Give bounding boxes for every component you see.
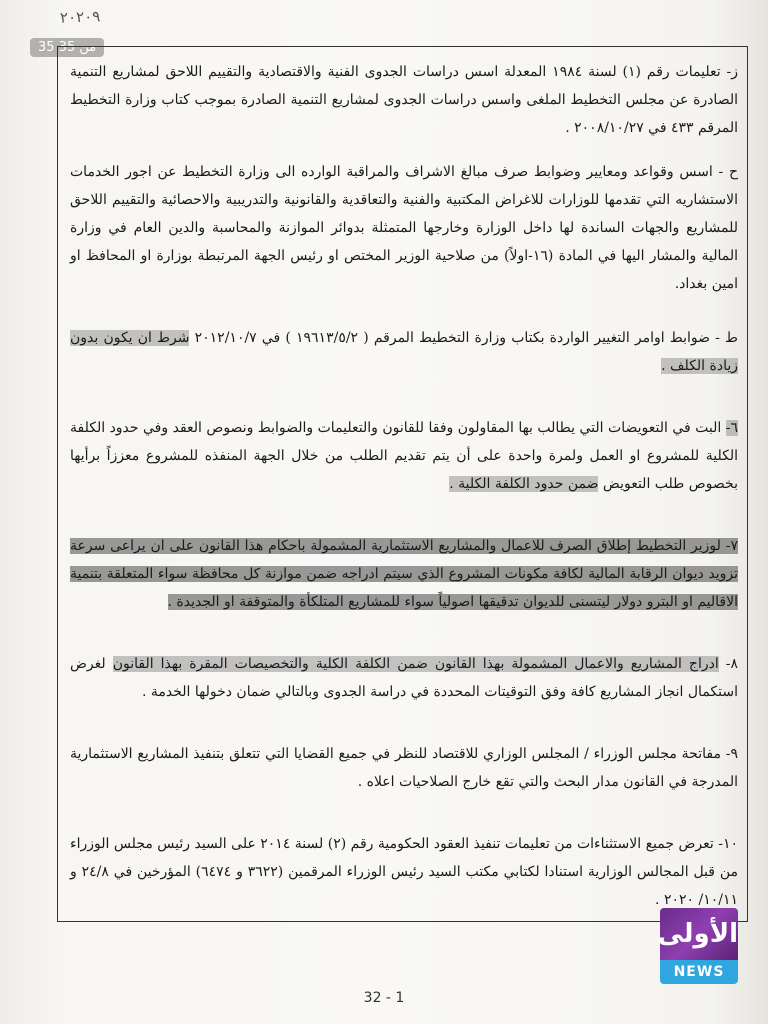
paragraph-t-highlight: شرط ان يكون بدون زيادة الكلف . <box>70 330 738 374</box>
news-logo-label: NEWS <box>660 960 738 984</box>
paragraph-h: ح - اسس وقواعد ومعايير وضوابط صرف مبالغ الاشراف والمراقبة الوارده الى وزارة التخطيط عن اجور الخدمات الاستشاريه التي تقدمها للوزارات للاغراض المكتبية والفنية والتعاقدية والقانونية والتدريبية والاحصائية والتقييم اللاحق للمشاريع والجهات الساندة لها داخل الوزارة وخارجها المتمثلة بدوائر الموازنة والمحاسبة والدين العام في وزارة المالية والمشار اليها في المادة (١٦-اولاً) من صلاحية الوزير المختص او رئيس الجهة المرتبطة بوزارة او المحافظ او امين بغداد. <box>70 164 738 292</box>
paragraph-6-highlight: ضمن حدود الكلفة الكلية . <box>449 476 599 492</box>
paragraph-7 <box>70 532 738 616</box>
news-logo-mark: الأولى <box>660 908 738 960</box>
paragraph-8 <box>70 650 738 706</box>
document-body <box>70 58 738 914</box>
news-logo <box>657 908 738 984</box>
paragraph-10: ١٠- تعرض جميع الاستثناءات من تعليمات تنفيذ العقود الحكومية رقم (٢) لسنة ٢٠١٤ على السيد رئيس مجلس الوزراء من قبل المجالس الوزارية استنادا لكتابي مكتب السيد رئيس الوزراء المرقمين (٣٦٢٢ و ٦٤٧٤) المؤرخين في ٢٤/٨ و ١٠/١١/ ٢٠٢٠ . <box>70 836 738 908</box>
page-number-footer: 32 - 1 <box>363 990 405 1006</box>
paragraph-6-text: البت في التعويضات التي يطالب بها المقاولون وفقا للقانون والتعليمات والضوابط ونصوص العقد وفي حدود الكلفة الكلية للمشروع او العمل ولمرة واحدة على أن يتم تقديم الطلب من خلال الجهة المنفذه للمشروع معززاً برأيها بخصوص طلب التعويض <box>70 420 738 492</box>
paragraph-9: ٩- مفاتحة مجلس الوزراء / المجلس الوزاري للاقتصاد للنظر في جميع القضايا التي تتعلق بتنفيذ المشاريع الاستثمارية المدرجة في القانون مدار البحث والتي تقع خارج الصلاحيات اعلاه . <box>70 746 738 790</box>
page-counter-badge: 35 من 35 <box>30 38 104 57</box>
paragraph-8-highlight: ادراج المشاريع والاعمال المشمولة بهذا القانون ضمن الكلفة الكلية والتخصيصات المقرة بهذا القانون <box>112 656 719 672</box>
paragraph-8-text: لغرض استكمال انجاز المشاريع كافة وفق التوقيتات المحددة في دراسة الجدوى وبالتالي ضمان دخولها الخدمة . <box>70 656 738 700</box>
paragraph-7-text: ٧- لوزير التخطيط إطلاق الصرف للاعمال والمشاريع الاستثمارية المشمولة باحكام هذا القانون على ان يراعى سرعة تزويد ديوان الرقابة المالية لكافة مكونات المشروع الذي سيتم ادراجه ضمن موازنة كل محافظة سواء المتعلقة بتنمية الاقاليم او البترو دولار ليتسنى للديوان تدقيقها اصولياً سواء للمشاريع المتلكأة والمتوقفة او الجديدة . <box>70 538 738 610</box>
paragraph-8-number: ٨- <box>718 656 739 672</box>
handwritten-corner-mark: ٢٠٢٠٩ <box>59 7 101 27</box>
paragraph-6-number: ٦- <box>725 420 738 436</box>
paragraph-z: ز- تعليمات رقم (١) لسنة ١٩٨٤ المعدلة اسس دراسات الجدوى الفنية والاقتصادية والتقييم اللاحق لمشاريع التنمية الصادرة عن مجلس التخطيط الملغى واسس دراسات الجدوى لمشاريع التنمية الصادرة بموجب كتاب وزارة التخطيط المرقم ٤٣٣ في ٢٠٠٨/١٠/٢٧ . <box>70 64 738 136</box>
paragraph-t <box>70 324 738 380</box>
paragraph-6 <box>70 414 738 498</box>
paragraph-t-text: ط - ضوابط اوامر التغيير الواردة بكتاب وزارة التخطيط المرقم ( ١٩٦١٣/٥/٢ ) في ٢٠١٢/١٠/٧ <box>189 330 738 346</box>
